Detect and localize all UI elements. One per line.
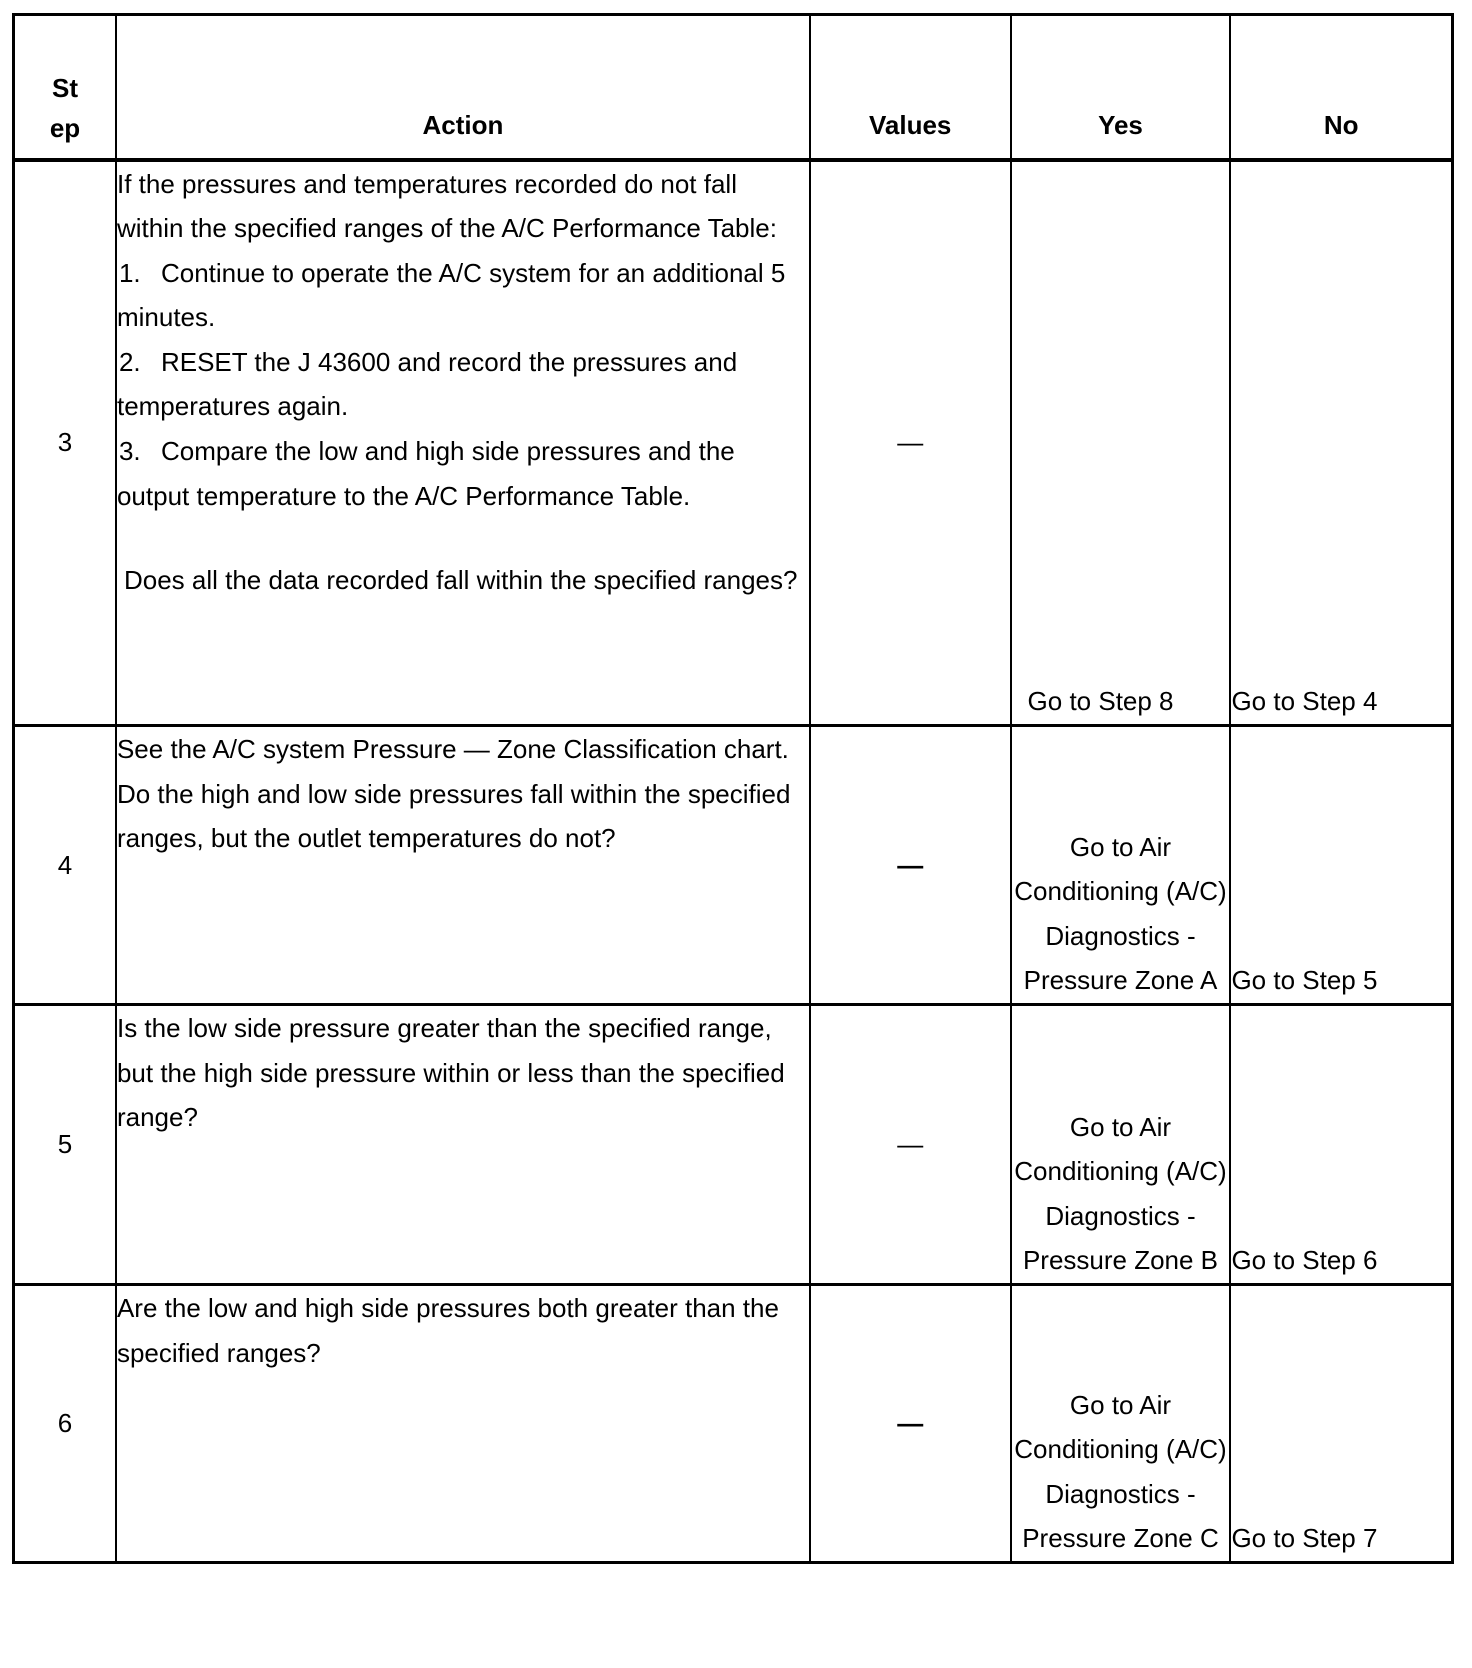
list-item-number: 1. xyxy=(118,257,141,288)
list-item-number: 2. xyxy=(118,346,141,377)
step-number: 4 xyxy=(14,726,116,1005)
list-item xyxy=(117,251,809,340)
values-column-header: Values xyxy=(810,15,1011,160)
table-row xyxy=(14,726,1453,1005)
step-number: 3 xyxy=(14,160,116,726)
values-cell: — xyxy=(810,726,1011,1005)
table-row xyxy=(14,1005,1453,1285)
list-item xyxy=(117,429,809,518)
step-number: 5 xyxy=(14,1005,116,1285)
yes-cell: Go to Air Conditioning (A/C) Diagnostics - Pressure Zone A xyxy=(1011,726,1231,1005)
no-cell: Go to Step 7 xyxy=(1230,1285,1452,1563)
action-steps-list xyxy=(117,251,809,519)
list-item-text: Compare the low and high side pressures and the output temperature to the A/C Performance Table. xyxy=(116,436,735,511)
no-cell: Go to Step 6 xyxy=(1230,1005,1452,1285)
diagnostic-page xyxy=(12,13,1454,1564)
action-cell: See the A/C system Pressure — Zone Classification chart. Do the high and low side pressures fall within the specified ranges, but the outlet temperatures do not? xyxy=(116,726,810,1005)
step-header-line-1: St xyxy=(51,72,78,103)
action-cell: Are the low and high side pressures both greater than the specified ranges? xyxy=(116,1285,810,1563)
values-cell: — xyxy=(810,1285,1011,1563)
yes-cell: Go to Air Conditioning (A/C) Diagnostics - Pressure Zone B xyxy=(1011,1005,1231,1285)
diagnostic-steps-table xyxy=(12,13,1454,1564)
no-cell: Go to Step 5 xyxy=(1230,726,1452,1005)
yes-column-header: Yes xyxy=(1011,15,1231,160)
no-cell: Go to Step 4 xyxy=(1230,160,1452,726)
yes-cell: Go to Step 8 xyxy=(1011,160,1231,726)
table-header-row xyxy=(14,15,1453,160)
step-column-header xyxy=(14,15,116,160)
step-header-line-2: ep xyxy=(49,112,81,143)
action-cell: Is the low side pressure greater than the specified range, but the high side pressure within or less than the specified range? xyxy=(116,1005,810,1285)
yes-cell: Go to Air Conditioning (A/C) Diagnostics - Pressure Zone C xyxy=(1011,1285,1231,1563)
step-number: 6 xyxy=(14,1285,116,1563)
list-item-text: Continue to operate the A/C system for an additional 5 minutes. xyxy=(116,257,786,333)
table-row xyxy=(14,1285,1453,1563)
list-item-number: 3. xyxy=(118,436,141,467)
list-item xyxy=(117,340,809,429)
action-intro: If the pressures and temperatures recorded do not fall within the specified ranges of the A/C Performance Table: xyxy=(116,168,777,244)
action-column-header: Action xyxy=(116,15,810,160)
values-cell: — xyxy=(810,1005,1011,1285)
action-cell xyxy=(116,160,810,726)
no-column-header: No xyxy=(1230,15,1452,160)
table-row xyxy=(14,160,1453,726)
list-item-text: RESET the J 43600 and record the pressures and temperatures again. xyxy=(116,346,738,422)
action-question xyxy=(117,558,809,603)
action-question-text: Does all the data recorded fall within the specified ranges? xyxy=(123,565,798,596)
values-cell: — xyxy=(810,160,1011,726)
